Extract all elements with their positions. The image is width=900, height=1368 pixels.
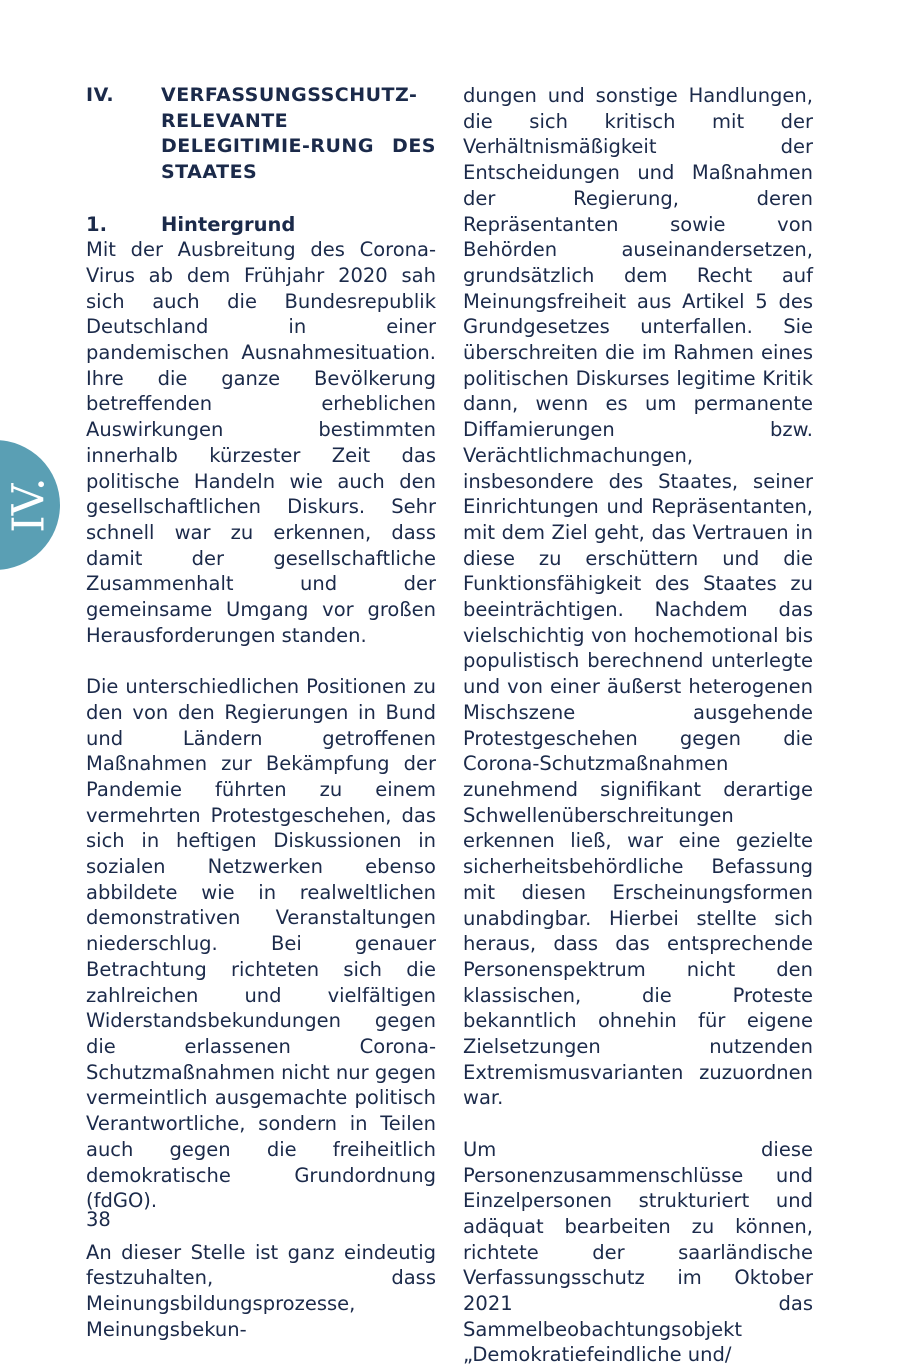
- paragraph: Mit der Ausbreitung des Corona-Virus ab dem Frühjahr 2020 sah sich auch die Bundesrepublik Deutschland in einer pandemischen Ausnahmesituation. Ihre die ganze Bevölkerung betreffenden erheblichen Auswirkungen bestimmten innerhalb kürzester Zeit das politische Handeln wie auch den gesellschaftlichen Diskurs. Sehr schnell war zu erkennen, dass damit der gesellschaftliche Zusammenhalt und der gemeinsame Umgang vor großen Herausforderungen standen.: [86, 238, 436, 647]
- paragraph: An dieser Stelle ist ganz eindeutig festzuhalten, dass Meinungsbildungsprozesse, Meinungsbekun-: [86, 1240, 436, 1341]
- paragraph: dungen und sonstige Handlungen, die sich kritisch mit der Verhältnismäßigkeit der Entscheidungen und Maßnahmen der Regierung, deren Repräsentanten sowie von Behörden auseinandersetzen, grundsätzlich dem Recht auf Meinungsfreiheit aus Artikel 5 des Grundgesetzes unterfallen. Sie überschreiten die im Rahmen eines politischen Diskurses legitime Kritik dann, wenn es um permanente Diffamierungen bzw. Verächtlichmachungen, insbesondere des Staates, seiner Einrichtungen und Repräsentanten, mit dem Ziel geht, das Vertrauen in diese zu erschüttern und die Funktionsfähigkeit des Staates zu beeinträchtigen. Nachdem das vielschichtig von hochemotional bis populistisch berechnend unterlegte und von einer äußerst heterogenen Mischszene ausgehende Protestgeschehen gegen die Corona-Schutzmaßnahmen zunehmend signifikant derartige Schwellenüberschreitungen erkennen ließ, war eine gezielte sicherheitsbehördliche Befassung mit diesen Erscheinungsformen unabdingbar. Hierbei stellte sich heraus, dass das entsprechende Personenspektrum nicht den klassischen, die Proteste bekanntlich ohnehin für eigene Zielsetzungen nutzenden Extremismusvarianten zuzuordnen war.: [463, 84, 813, 1110]
- section-heading-number: IV.: [86, 84, 115, 106]
- section-heading-title: VERFASSUNGSSCHUTZ-RELEVANTE DELEGITIMIE-RUNG DES STAATES: [161, 84, 436, 184]
- paragraph: Um diese Personenzusammenschlüsse und Einzelpersonen strukturiert und adäquat bearbeiten zu können, richtete der saarländische Verfassungsschutz im Oktober 2021 das Sammelbeobachtungsobjekt „Demokratiefeindliche und/: [463, 1137, 813, 1367]
- subheading-title: Hintergrund: [161, 212, 296, 236]
- left-column: [86, 83, 436, 1342]
- paragraph: Die unterschiedlichen Positionen zu den von den Regierungen in Bund und Ländern getroffenen Maßnahmen zur Bekämpfung der Pandemie führten zu einem vermehrten Protestgeschehen, das sich in heftigen Diskussionen in sozialen Netzwerken ebenso abbildete wie in realweltlichen demonstrativen Veranstaltungen niederschlug. Bei genauer Betrachtung richteten sich die zahlreichen und vielfältigen Widerstandsbekundungen gegen die erlassenen Corona-Schutzmaßnahmen nicht nur gegen vermeintlich ausgemachte politisch Verantwortliche, sondern in Teilen auch gegen die freiheitlich demokratische Grundordnung (fdGO).: [86, 675, 436, 1213]
- section-tab-label: IV.: [3, 477, 55, 533]
- section-heading: [86, 83, 436, 186]
- subheading-number: 1.: [86, 212, 107, 236]
- right-column: [463, 83, 813, 1368]
- page-number: 38: [86, 1208, 111, 1231]
- subheading: [86, 212, 436, 238]
